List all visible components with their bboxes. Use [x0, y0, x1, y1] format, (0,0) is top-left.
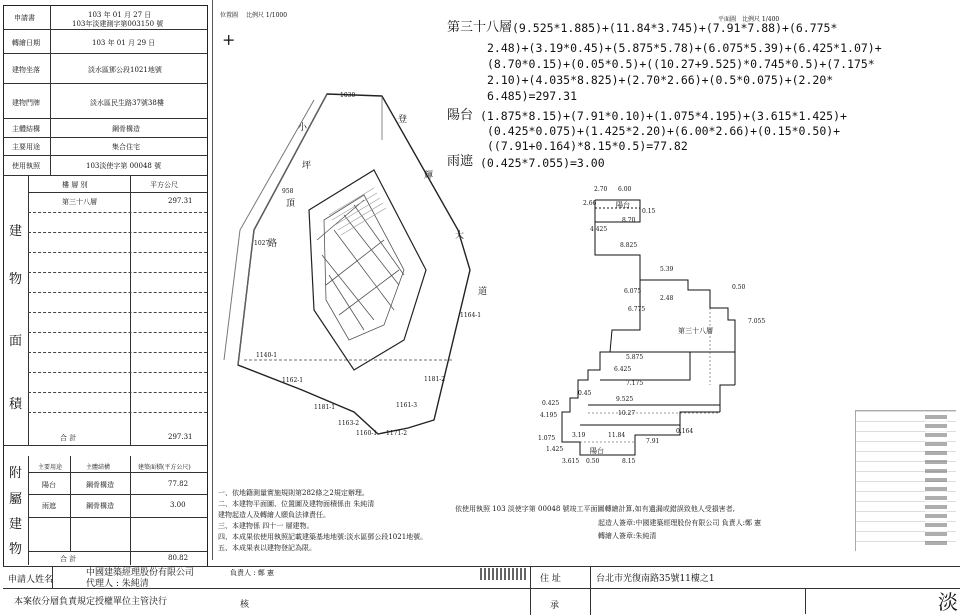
annex-row2-structure: 鋼骨構造 [86, 502, 114, 510]
road-char-4: 路 [268, 239, 278, 249]
annex-total-value: 80.82 [168, 554, 189, 562]
dim-4-195: 4.195 [540, 412, 558, 419]
annex-row2-use: 雨遮 [42, 502, 56, 510]
dim-5-875: 5.875 [626, 354, 644, 361]
dim-2-48: 2.48 [660, 295, 674, 302]
annex-col-use: 主要用途 [38, 464, 63, 471]
lot-1160-1: 1160-1 [356, 430, 378, 437]
agent-line: 代理人 : 朱純清 [86, 579, 149, 589]
area-side-char-4: 積 [9, 397, 23, 412]
road-char-1: 小 [298, 123, 308, 133]
dim-0-50b: 0.50 [586, 458, 600, 465]
area-side-char-2: 物 [9, 272, 23, 287]
dim-8-70: 8.70 [622, 217, 636, 224]
area-total-value: 297.31 [168, 433, 193, 441]
dim-1-425: 1.425 [546, 446, 564, 453]
use-label: 主要用途 [12, 143, 40, 151]
structure-value: 鋼骨構造 [112, 125, 140, 133]
formula-38-line2: 2.48)+(3.19*0.45)+(5.875*5.78)+(6.075*5.39)+(6.425*1.07)+ [487, 41, 882, 55]
formula-38-line5: 6.485)=297.31 [487, 89, 578, 103]
location-value: 淡水區鄧公段1021地號 [88, 66, 162, 74]
formula-balcony-line1: (1.875*8.15)+(7.91*0.10)+(1.075*4.195)+(3.615*1.425)+ [480, 109, 847, 123]
location-label: 建物坐落 [12, 66, 40, 74]
note-6: 五、本成果表以建物登記為限。 [218, 544, 316, 552]
dim-3-19: 3.19 [572, 432, 586, 439]
structure-label: 主體結構 [12, 125, 40, 133]
formula-balcony-line3: ((7.91+0.164)*8.15*0.5)=77.82 [487, 139, 688, 153]
annex-col-structure: 主體結構 [86, 464, 111, 471]
area-row-floor: 第三十八層 [62, 198, 97, 206]
dim-9-525: 9.525 [616, 396, 634, 403]
area-total-label: 合 計 [60, 434, 77, 442]
lot-1171-2: 1171-2 [386, 430, 408, 437]
lot-1140-1: 1140-1 [256, 352, 278, 359]
site-plan-scale: 比例尺 1/1000 [246, 12, 288, 19]
annex-total-label: 合 計 [60, 555, 77, 563]
room-38: 第三十八層 [678, 327, 713, 335]
dim-6-075: 6.075 [624, 288, 642, 295]
floor-plan-drawing [540, 180, 770, 465]
annex-side-char-3: 建 [9, 517, 23, 532]
lot-top: 1030 [340, 92, 356, 99]
dim-4-425: 4.425 [590, 226, 608, 233]
room-balcony-bottom: 陽台 [590, 447, 604, 455]
dim-0-50: 0.50 [732, 284, 746, 291]
lot-958: 958 [282, 188, 294, 195]
address-value: 台北市光復南路35號11樓之1 [596, 574, 715, 584]
stamp-undertake: 承 [550, 601, 560, 611]
applicant-value: 中國建築經理股份有限公司 [86, 568, 195, 578]
site-plan-drawing [214, 80, 478, 460]
dim-5-39: 5.39 [660, 266, 674, 273]
formula-38-line3: (8.70*0.15)+(0.05*0.5)+((10.27+9.525)*0.745*0.5)+(7.175* [487, 57, 875, 71]
cert-line-3: 轉繪人簽章:朱純清 [598, 532, 657, 540]
lot-1164-1: 1164-1 [460, 312, 482, 319]
road-r-char-1: 登 [398, 115, 408, 125]
lot-1181-2: 1181-2 [424, 376, 446, 383]
note-1: 一、依地籍測量實施規則第282條之2規定辦理。 [218, 489, 369, 497]
annex-row1-area: 77.82 [168, 480, 189, 488]
dim-2-70: 2.70 [594, 186, 608, 193]
formula-38-label: 第三十八層 [447, 20, 513, 35]
lot-1163-2: 1163-2 [338, 420, 360, 427]
dim-6-00: 6.00 [618, 186, 632, 193]
apply-no-value: 103年淡建測字第003150 號 [72, 20, 164, 28]
note-5: 四、本成果依使用執照記載建築基地地號:淡水區鄧公段1021地號。 [218, 533, 428, 541]
disclaimer: 本案依分層負責規定授權單位主管決行 [14, 597, 168, 607]
rep-label: 負責人 : 鄭 憲 [230, 569, 275, 577]
annex-side-char-2: 屬 [9, 492, 23, 507]
dim-0-164: 0.164 [676, 428, 694, 435]
formula-balcony-line2: (0.425*0.075)+(1.425*2.20)+(6.00*2.66)+(0.15*0.50)+ [487, 124, 841, 138]
license-label: 使用執照 [12, 162, 40, 170]
note-3: 建物起造人及轉繪人願負法律責任。 [218, 511, 330, 519]
dim-7-91: 7.91 [646, 438, 660, 445]
note-4: 三、本建物係 四十一 層建物。 [218, 522, 314, 530]
area-col-floor: 樓 層 別 [62, 181, 88, 189]
road-r-char-2: 輝 [424, 171, 434, 181]
barcode-smudge [480, 568, 528, 580]
road-r-char-4: 道 [478, 287, 488, 297]
area-col-sqm: 平方公尺 [150, 181, 178, 189]
dim-10-27: 10.27 [618, 410, 636, 417]
right-edge-glyph: 淡 [938, 590, 958, 614]
complete-date-value: 103 年 01 月 29 日 [92, 39, 156, 47]
dim-11-84: 11.84 [608, 432, 626, 439]
door-value: 淡水區民生路37號38樓 [90, 99, 164, 107]
dim-0-15: 0.15 [642, 208, 656, 215]
bottom-stamp-box [805, 588, 916, 614]
cert-line-1: 依使用執照 103 淡使字第 00048 號竣工平面圖轉繪計算,如有遺漏或錯誤致他人受損害者, [455, 505, 735, 513]
dim-3-615: 3.615 [562, 458, 580, 465]
annex-row1-structure: 鋼骨構造 [86, 481, 114, 489]
use-value: 集合住宅 [112, 143, 140, 151]
area-row-value: 297.31 [168, 197, 193, 205]
lot-1181-1: 1181-1 [314, 404, 336, 411]
dim-6-425: 6.425 [614, 366, 632, 373]
applicant-label: 申請人姓名 [8, 575, 54, 585]
lot-1027: 1027 [254, 240, 270, 247]
notes-block [218, 488, 488, 554]
dim-6-775: 6.775 [628, 306, 646, 313]
complete-date-label: 轉繪日期 [12, 39, 40, 47]
road-char-2: 坪 [302, 161, 312, 171]
dim-0-45: 0.45 [578, 390, 592, 397]
lot-1162-1: 1162-1 [282, 377, 304, 384]
area-side-char-3: 面 [9, 334, 23, 349]
dim-8-15: 8.15 [622, 458, 636, 465]
address-label: 住 址 [540, 574, 561, 584]
formula-balcony-label: 陽台 [447, 108, 474, 123]
floor-plan-scale: 比例尺 1/400 [742, 16, 780, 23]
formula-canopy-label: 雨遮 [447, 154, 474, 169]
dim-7-175: 7.175 [626, 380, 644, 387]
note-2: 二、本建物平面圖、位置圖及建物面積係由 朱純清 [218, 500, 375, 508]
dim-0-425: 0.425 [542, 400, 560, 407]
apply-date-label: 申請書 [14, 14, 35, 22]
annex-side-char-1: 附 [9, 466, 23, 481]
annex-row1-use: 陽台 [42, 481, 56, 489]
road-r-char-3: 大 [455, 231, 465, 241]
door-label: 建物門牌 [12, 99, 40, 107]
formula-38-line4: 2.10)+(4.035*8.825)+(2.70*2.66)+(0.5*0.075)+(2.20* [487, 73, 834, 87]
cert-line-2: 起造人簽章:中國建築經理股份有限公司 負責人:鄭 憲 [598, 519, 762, 527]
annex-col-area: 建築面積(平方公尺) [138, 464, 191, 471]
license-value: 103淡使字第 00048 號 [86, 162, 162, 170]
dim-8-825: 8.825 [620, 242, 638, 249]
lot-1161-3: 1161-3 [396, 402, 418, 409]
annex-row2-area: 3.00 [170, 501, 186, 509]
apply-date-value: 103 年 01 月 27 日 [88, 11, 152, 19]
formula-38-line1: (9.525*1.885)+(11.84*3.745)+(7.91*7.88)+(6.775* [512, 21, 838, 35]
dim-2-66: 2.66 [583, 200, 597, 207]
dim-7-055: 7.055 [748, 318, 766, 325]
room-balcony-top: 陽台 [616, 201, 630, 209]
formula-canopy: (0.425*7.055)=3.00 [480, 156, 605, 170]
stamp-approve: 核 [240, 600, 250, 610]
annex-side-char-4: 物 [9, 542, 23, 557]
road-char-3: 頂 [286, 199, 296, 209]
area-side-char-1: 建 [9, 224, 23, 239]
site-plan-label: 位置圖 [220, 12, 239, 19]
floor-plan-label: 平面圖 [718, 16, 737, 23]
north-cross: + [222, 30, 236, 49]
dim-1-075: 1.075 [538, 435, 556, 442]
ghost-column [925, 415, 947, 545]
